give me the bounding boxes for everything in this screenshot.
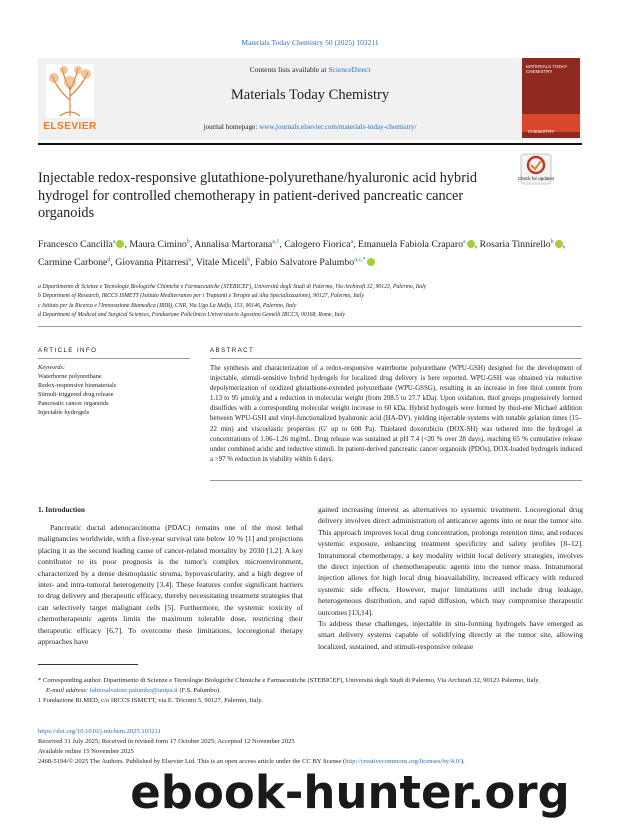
journal-homepage-link[interactable]: www.journals.elsevier.com/materials-today-chemistry/ [259, 123, 417, 131]
cover-title: MATERIALS TODAY CHEMISTRY [526, 64, 568, 74]
orcid-icon[interactable] [116, 240, 124, 248]
author-affiliation-marker[interactable]: a [350, 239, 354, 245]
author-name[interactable]: Rosaria Tinnirello [479, 239, 551, 250]
footnotes [38, 676, 583, 706]
email-suffix: (F.S. Palumbo). [177, 687, 221, 694]
author-name[interactable]: Emanuela Fabiola Craparo [358, 239, 464, 250]
footnote-rule [38, 664, 138, 665]
doi-link[interactable]: https://doi.org/10.1016/j.mtchem.2025.103211 [38, 728, 161, 735]
keywords-block [38, 363, 190, 417]
abstract-bottom-rule [210, 480, 582, 481]
author-name[interactable]: Fabio Salvatore Palumbo [255, 256, 355, 268]
article-info-heading: ARTICLE INFO [38, 347, 98, 354]
orcid-icon[interactable] [555, 240, 563, 248]
author-name[interactable]: Vitale Miceli [195, 256, 248, 268]
author-name[interactable]: Francesco Cancilla [38, 239, 113, 250]
publication-info [38, 727, 583, 767]
author-name[interactable]: Annalisa Martorana [194, 239, 273, 250]
footnote-1: 1 Fondazione Ri.MED, c/o IRCCS ISMETT, via E. Tricomi 5, 90127, Palermo, Italy. [38, 697, 263, 704]
journal-cover-thumbnail[interactable] [522, 58, 580, 138]
body-column-right [318, 504, 583, 652]
contents-prefix: Contents lists available at [249, 65, 329, 74]
orcid-icon[interactable] [467, 240, 475, 248]
paper-title: Injectable redox-responsive glutathione-polyurethane/hyaluronic acid hybrid hydrogel for controlled chemotherapy in patient-derived pancreatic cancer organoids [38, 170, 478, 221]
affiliation-list [38, 283, 583, 321]
contents-available-line [120, 65, 500, 74]
intro-paragraph-1-continued: gained increasing interest as alternatives to systemic treatment. Locoregional drug delivery involves direct administration of anticancer agents into or near the tumor site. This approach improves local drug concentration, prolongs retention time, and reduces systemic exposure, enhancing treatment specificity and safety profiles [8–12]. Intratumoral chemotherapy, a key modality within local delivery strategies, involves the direct injection of chemotherapeutic agents into the tumor mass. Intratumoral injection allows for high local drug bioavailability, increased efficacy with reduced systemic side effects. However, major limitations still include drug leakage, heterogeneous distribution, and rapid diffusion, which may compromise therapeutic outcomes [13,14]. [318, 505, 583, 617]
keyword: Injectable hydrogels [38, 409, 90, 416]
affiliation-rule [38, 326, 582, 327]
author-affiliation-marker[interactable]: a [112, 239, 116, 245]
keywords-label: Keywords: [38, 364, 66, 371]
author-affiliation-marker[interactable]: a [463, 239, 466, 245]
author-name[interactable]: Maura Cimino [129, 239, 187, 250]
author-name[interactable]: Carmine Carbone [38, 256, 108, 268]
keyword: Stimuli-triggered drug release [38, 391, 114, 398]
author-affiliation-marker[interactable]: a [188, 256, 192, 263]
corresponding-author-note: * Corresponding author. Dipartimento di Scienze e Tecnologie Biologiche Chimiche e Farmaceutiche (STEBICEF), Università degli Studi di Palermo, Via Archirafi 32, 90123 Palermo, Italy. [38, 677, 540, 684]
keyword: Waterborne polyurethane [38, 373, 102, 380]
journal-reference-link[interactable]: Materials Today Chemistry 50 (2025) 103211 [241, 38, 379, 47]
homepage-prefix: journal homepage: [203, 123, 260, 131]
elsevier-logo-text: ELSEVIER [43, 121, 97, 132]
online-line: Available online 15 November 2025 [38, 748, 134, 755]
email-label: E-mail address: [46, 687, 90, 694]
intro-paragraph-2: To address these challenges, injectable in situ-forming hydrogels have emerged as smart delivery systems capable of solidifying directly at the tumor site, allowing localized, sustained, and stimuli-responsive release [318, 619, 583, 651]
intro-paragraph-1: Pancreatic ductal adenocarcinoma (PDAC) remains one of the most lethal malignancies worldwide, with a five-year survival rate below 10 % [1] and projections placing it as the second leading cause of cancer-related mortality by 2030 [1,2]. A key contributor to its poor prognosis is the tumor's complex microenvironment, characterized by a dense desmoplastic stroma, hypovascularity, and a high degree of inter- and intra-tumoral heterogeneity [3,4]. These features confer significant barriers to drug delivery and therapeutic efficacy, thereby necessitating treatment strategies that can selectively target malignant cells [5]. Furthermore, the systemic toxicity of chemotherapeutic agents limits the maximum tolerable dose, restricting their therapeutic efficacy [6,7]. To overcome these limitations, locoregional therapy approaches have [38, 523, 303, 647]
introduction-heading: 1. Introduction [38, 505, 85, 514]
affiliation-c: c Istituto per la Ricerca e l'Innovazione Biomedica (IRIB), CNR, Via Ugo La Malfa, 153, 90146, Palermo, Italy [38, 302, 297, 309]
article-info-rule [38, 358, 190, 359]
author-name[interactable]: Calogero Fiorica [284, 239, 351, 250]
check-for-updates-label[interactable]: Check for updates [517, 176, 555, 181]
license-prefix: 2468-5194/© 2025 The Authors. Published by Elsevier Ltd. This is an open access article under the CC BY license ( [38, 758, 346, 765]
abstract-heading: ABSTRACT [210, 347, 255, 354]
affiliation-d: d Department of Medical and Surgical Sciences, Fondazione Policlinico Universitario Agostino Gemelli IRCCS, 00168, Rome, Italy [38, 312, 346, 319]
license-link[interactable]: http://creativecommons.org/licenses/by/4.0/ [345, 758, 461, 765]
cover-band-label: CHEMISTRY [528, 129, 555, 134]
affiliation-a: a Dipartimento di Scienze e Tecnologie Biologiche Chimiche e Farmaceutiche (STEBICEF), Università degli Studi di Palermo, Via Archirafi 32, 90123, Palermo, Italy [38, 284, 427, 290]
body-column-left [38, 522, 303, 647]
journal-title: Materials Today Chemistry [230, 87, 390, 103]
journal-homepage-line [120, 123, 500, 131]
author-affiliation-marker[interactable]: b [247, 256, 251, 263]
author-affiliation-marker[interactable]: a,1 [272, 239, 280, 245]
author-affiliation-marker[interactable]: d [107, 256, 111, 263]
sciencedirect-link[interactable]: ScienceDirect [328, 65, 371, 74]
history-line: Received 31 July 2025; Received in revised form 17 October 2025; Accepted 12 November 2025 [38, 738, 295, 745]
keyword: Pancreatic cancer organoids [38, 400, 109, 407]
abstract-text: The synthesis and characterization of a redox-responsive waterborne polyurethane (WPU-GSH) designed for the development of injectable, stimuli-sensitive hybrid hydrogels for localized drug delivery is here reported. WPU-GSH was obtained via reductive depolymerization of oxidized glutathione-extended polyurethane (WPU-GSSG), resulting in an increase in free thiol content from 1.13 to 95 μmol/g and a reduction in molecular weight (from 208.5 to 27.7 kDa). Upon oxidation, thiol groups progressively formed disulfides with a corresponding molecular weight increase to 60 kDa. Hybrid hydrogels were formed by thiol-ene Michael addition between WPU-GSH and vinyl-functionalized hyaluronic acid (HA-DV), yielding injectable systems with tunable gelation times (15–22 min) and viscoelastic properties (G′ up to 600 Pa). Thiolated doxorubicin (DOX-SH) was tethered into the hydrogel at concentrations of 1.06–1.26 mg/mL. Drug release was sustained at pH 7.4 (<20 % over 28 days), reaching 65 % cumulative release under combined acidic and reductive stimuli. In patient-derived pancreatic cancer organoids (PDOs), DOX-loaded hydrogels induced a >97 % reduction in viability within 6 days. [210, 365, 582, 463]
orcid-icon[interactable] [367, 258, 375, 266]
affiliation-b: b Department of Research, IRCCS ISMETT (Istituto Mediterraneo per i Trapianti e Terapie ad Alta Specializzazione), 90127, Palermo, Italy [38, 293, 364, 300]
author-list: Francesco Cancilla$^a$ , Maura Cimino$^b$, Annalisa Martorana$^{a,1}$, Calogero Fiorica$^a$, Emanuela Fabiola Craparo$^a$ , Rosaria Tinnirello$^b$ , Carmine Carbone$^d$, Giovanna Pitarresi$^a$, Vitale Miceli$^b$, Fabio Salvatore Palumbo$^{a,c,*}$ [38, 239, 566, 268]
header-rule [38, 143, 582, 145]
email-line [38, 686, 583, 696]
author-affiliation-marker[interactable]: b [550, 239, 554, 245]
author-affiliation-marker[interactable]: a,c,* [354, 256, 366, 263]
keyword: Redox-responsive biomaterials [38, 382, 117, 389]
email-link[interactable]: fabiosalvatore.palumbo@unipa.it [89, 687, 178, 694]
author-affiliation-marker[interactable]: b [186, 239, 190, 245]
watermark-text: ebook-hunter.org [130, 766, 570, 819]
license-suffix: ). [460, 758, 465, 765]
abstract-rule [210, 358, 582, 359]
author-name[interactable]: Giovanna Pitarresi [115, 256, 189, 268]
